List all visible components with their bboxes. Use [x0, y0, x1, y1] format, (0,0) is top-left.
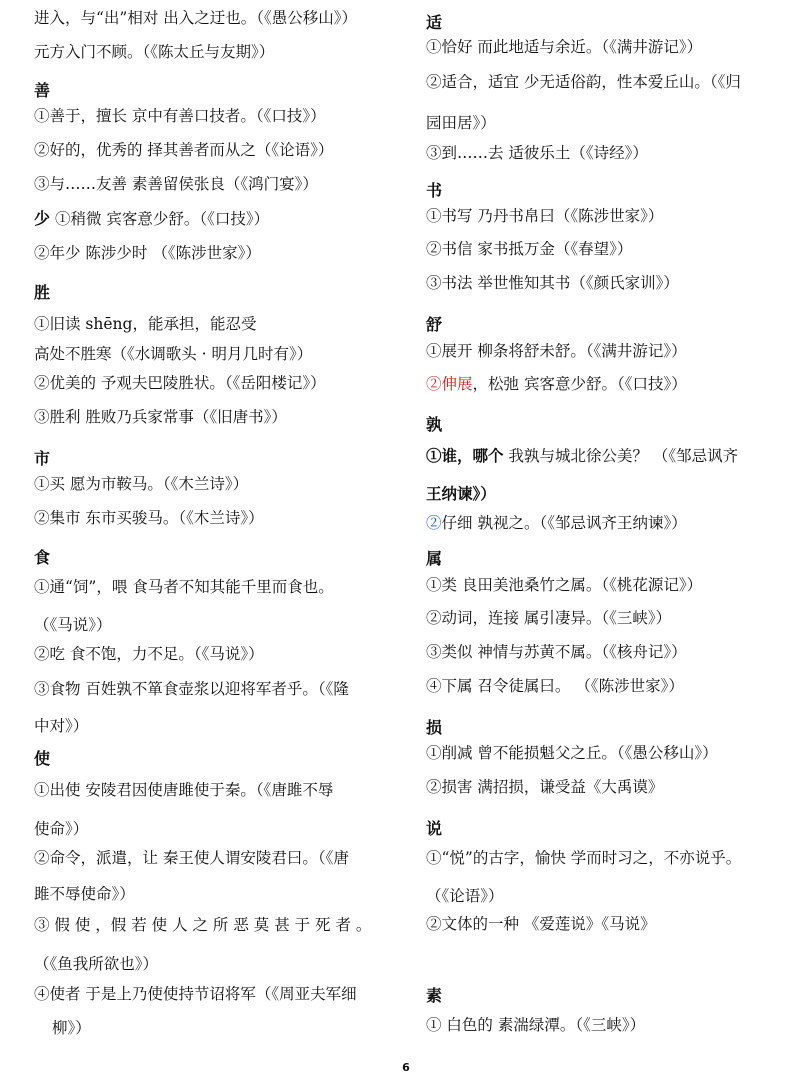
headword-su: 素 — [426, 986, 443, 1005]
entry-text: ①类 良田美池桑竹之属。（《桃花源记》） — [426, 576, 703, 594]
entry-text: ④下属 召令徒属曰。 （《陈涉世家》） — [426, 677, 684, 695]
entry-text: ②动词，连接 属引凄异。（《三峡》） — [426, 609, 672, 627]
entry-text: ①通“饲”，喂 食马者不知其能千里而食也。 — [34, 578, 334, 596]
entry-line-shao — [34, 208, 269, 230]
entry-text: 仔细 孰视之。（《邹忌讽齐王纳谏》） — [441, 514, 687, 532]
entry-text: ②年少 陈涉少时 （《陈涉世家》） — [34, 244, 261, 262]
headword-shao: 少 — [34, 209, 51, 228]
entry-text: ③食物 百姓孰不箪食壶浆以迎将军者乎。（《隆 — [34, 680, 349, 698]
page-number: 6 — [402, 1061, 410, 1074]
entry-text: 我孰与城北徐公美？ （《邹忌讽齐 — [503, 447, 739, 465]
entry-text: ③书法 举世惟知其书（《颜氏家训》） — [426, 274, 679, 292]
entry-text: ，松弛 宾客意少舒。（《口技》） — [472, 375, 687, 393]
entry-text: ④使者 于是上乃使使持节诏将军（《周亚夫军细 — [34, 985, 357, 1003]
entry-text: ②吃 食不饱，力不足。（《马说》） — [34, 645, 264, 663]
entry-text: 园田居》） — [426, 114, 496, 132]
entry-text: ①书写 乃丹书帛曰（《陈涉世家》） — [426, 207, 664, 225]
entry-text: ①削减 曾不能损魁父之丘。（《愚公移山》） — [426, 744, 718, 762]
headword-shi-fit: 适 — [426, 13, 443, 32]
entry-line — [426, 445, 738, 467]
entry-text: ① 白色的 素湍绿潭。（《三峡》） — [426, 1016, 646, 1034]
entry-text: ①买 愿为市鞍马。（《木兰诗》） — [34, 475, 249, 493]
entry-text: ②命令，派遣，让 秦王使人谓安陵君曰。（《唐 — [34, 849, 349, 867]
entry-text: ②文体的一种 《爱莲说》《马说》 — [426, 915, 656, 933]
entry-text: ①“悦”的古字，愉快 学而时习之，不亦说乎。 — [426, 849, 742, 867]
entry-text: 柳》） — [52, 1019, 91, 1037]
entry-text: 王纳谏》） — [426, 484, 496, 503]
entry-text: ①善于，擅长 京中有善口技者。（《口技》） — [34, 107, 326, 125]
entry-text: 进入，与“出”相对 出入之迂也。（《愚公移山》） — [34, 9, 358, 27]
entry-text: ③与……友善 素善留侯张良（《鸿门宴》） — [34, 175, 318, 193]
headword-shi-envoy: 使 — [34, 749, 51, 768]
entry-text: ②适合，适宜 少无适俗韵，性本爱丘山。（《归 — [426, 73, 741, 91]
headword-shu-stretch: 舒 — [426, 315, 443, 334]
headword-shuo: 说 — [426, 819, 443, 838]
circled-number: ② — [426, 514, 442, 532]
entry-text-bold: ①谁，哪个 — [426, 446, 504, 465]
entry-text: ①出使 安陵君因使唐雎使于秦。（《唐雎不辱 — [34, 781, 334, 799]
entry-text: ③到……去 适彼乐土（《诗经》） — [426, 144, 648, 162]
entry-text: （《马说》） — [34, 616, 112, 634]
entry-text: 使命》） — [34, 820, 89, 838]
headword-shan: 善 — [34, 81, 51, 100]
entry-text: （《鱼我所欲也》） — [34, 955, 159, 973]
entry-line — [426, 512, 687, 534]
entry-text: ③胜利 胜败乃兵家常事（《旧唐书》） — [34, 408, 287, 426]
entry-text: ③ 假 使 ，假 若 使 人 之 所 恶 莫 甚 于 死 者 。 — [34, 916, 372, 934]
entry-text: 中对》） — [34, 717, 89, 735]
entry-text: ②好的，优秀的 择其善者而从之（《论语》） — [34, 141, 334, 159]
entry-text: 元方入门不顾。（《陈太丘与友期》） — [34, 43, 275, 61]
entry-text: ①恰好 而此地适与余近。（《满井游记》） — [426, 38, 703, 56]
entry-text: 雎不辱使命》） — [34, 885, 135, 903]
headword-shi-market: 市 — [34, 449, 51, 468]
entry-text-highlight: ②伸展 — [426, 375, 473, 393]
entry-text: 高处不胜寒（《水调歌头 · 明月几时有》） — [34, 345, 313, 363]
headword-shu-belong: 属 — [426, 549, 443, 568]
entry-text: ②书信 家书抵万金（《春望》） — [426, 240, 633, 258]
entry-line — [426, 373, 687, 395]
headword-shu-write: 书 — [426, 181, 443, 200]
headword-shi-food: 食 — [34, 548, 51, 567]
entry-text: ①展开 柳条将舒未舒。（《满井游记》） — [426, 342, 687, 360]
entry-text: ②损害 满招损，谦受益《大禹谟》 — [426, 778, 664, 796]
entry-text: ①旧读 shēng，能承担，能忍受 — [34, 315, 257, 333]
headword-shu-who: 孰 — [426, 415, 443, 434]
entry-text: ②集市 东市买骏马。（《木兰诗》） — [34, 509, 264, 527]
entry-text: ①稍微 宾客意少舒。（《口技》） — [50, 210, 270, 228]
headword-sheng: 胜 — [34, 283, 51, 302]
entry-text: （《论语》） — [426, 887, 504, 905]
entry-text: ②优美的 予观夫巴陵胜状。（《岳阳楼记》） — [34, 374, 326, 392]
entry-text: ③类似 神情与苏黄不属。（《核舟记》） — [426, 643, 687, 661]
headword-sun: 损 — [426, 718, 443, 737]
